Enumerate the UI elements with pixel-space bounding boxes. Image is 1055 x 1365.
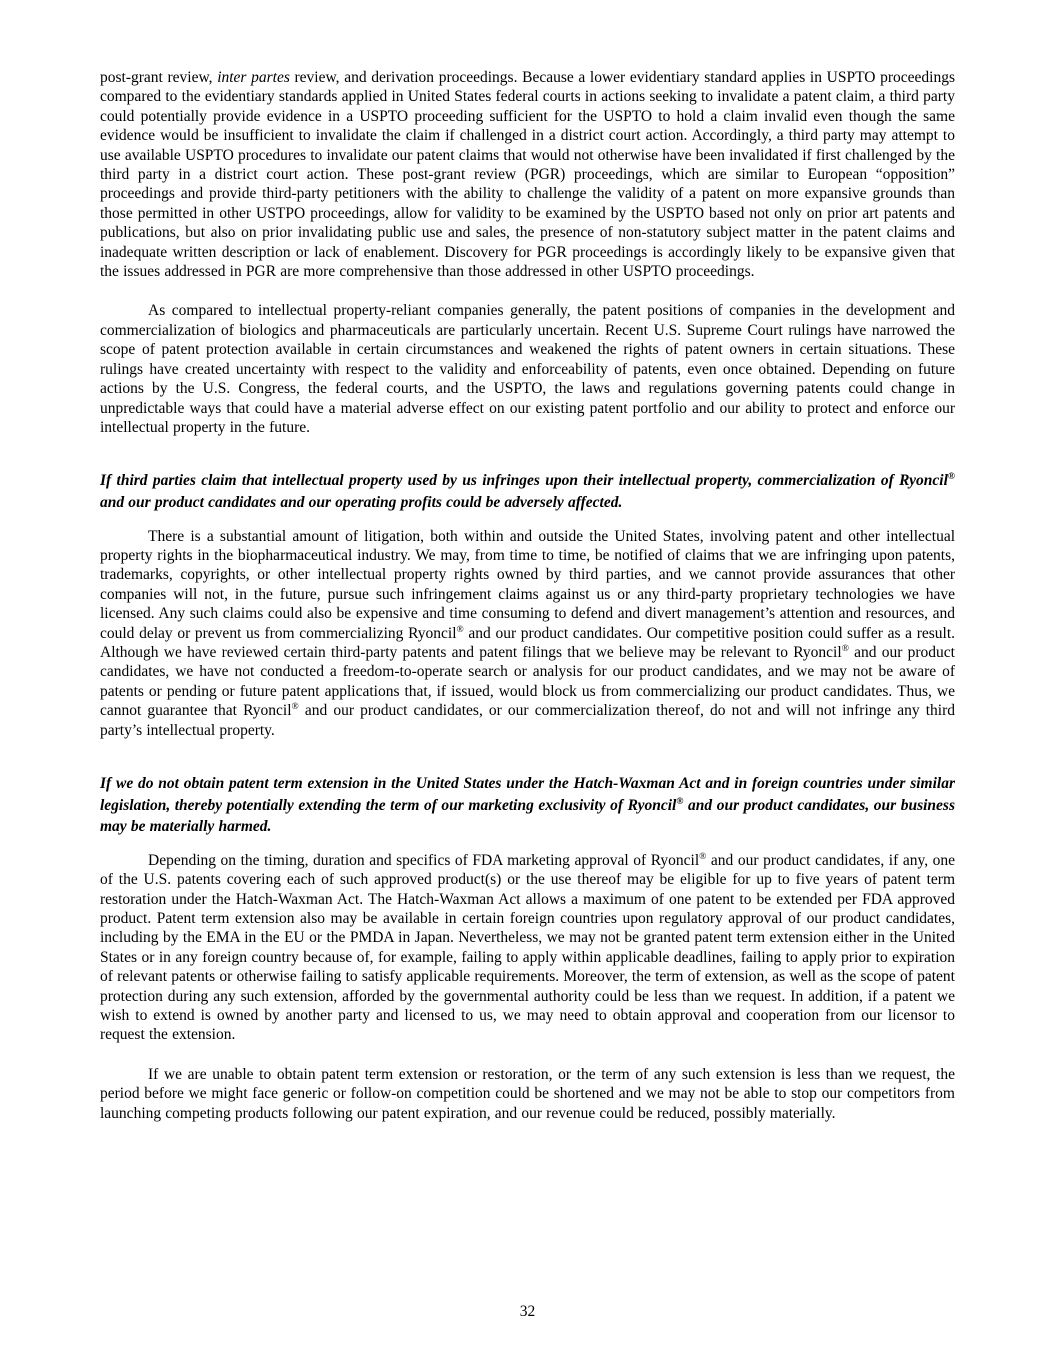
- page-number: 32: [519, 1302, 536, 1320]
- registered-trademark-sup: ®: [841, 643, 849, 654]
- registered-trademark-sup: ®: [947, 472, 955, 483]
- body-paragraph: [100, 68, 955, 281]
- registered-trademark-sup: ®: [291, 702, 299, 712]
- text-segment: As compared to intellectual property-reliant companies generally, the patent positions of companies in the development and commercialization of biologics and pharmaceuticals are particularly uncertain. Recent U.S. Supreme Court rulings have narrowed the scope of patent protection available in certain circumstances and weakened the rights of patent owners in certain situations. These rulings have created uncertainty with respect to the validity and enforceability of patents, even once obtained. Depending on future actions by the U.S. Congress, the federal courts, and the USPTO, the laws and regulations governing patents could change in unpredictable ways that could have a material adverse effect on our existing patent portfolio and our ability to protect and enforce our intellectual property in the future.: [100, 302, 955, 436]
- registered-trademark-sup: ®: [676, 796, 684, 807]
- text-segment: and our product candidates and our operating profits could be adversely affected.: [100, 493, 623, 511]
- text-segment: and our product candidates, if any, one of the U.S. patents covering each of such approved product(s) or the use thereof may be eligible for up to five years of patent term restoration under the Hatch-Waxman Act. The Hatch-Waxman Act allows a maximum of one patent to be extended per FDA approved product. Patent term extension also may be available in certain foreign countries upon regulatory approval of our product candidates, including by the EMA in the EU or the PMDA in Japan. Nevertheless, we may not be granted patent term extension either in the United States or in any foreign country because of, for example, failing to apply within applicable deadlines, failing to apply prior to expiration of relevant patents or otherwise failing to satisfy applicable requirements. Moreover, the term of extension, as well as the scope of patent protection during any such extension, afforded by the governmental authority could be less than we request. In addition, if a patent we wish to extend is owned by another party and licensed to us, we may need to obtain approval and cooperation from our licensor to request the extension.: [100, 851, 955, 1044]
- risk-factor-heading: [100, 773, 955, 838]
- text-segment: If third parties claim that intellectual property used by us infringes upon their intellectual property, commercialization of Ryoncil: [100, 472, 948, 490]
- text-segment: review, and derivation proceedings. Because a lower evidentiary standard applies in USPTO proceedings compared to the evidentiary standards applied in United States federal courts in actions seeking to invalidate a patent claim, a third party could potentially provide evidence in a USPTO proceeding sufficient for the USPTO to hold a claim invalid even though the same evidence would be insufficient to invalidate the claim if challenged in a district court action. Accordingly, a third party may attempt to use available USPTO procedures to invalidate our patent claims that would not otherwise have been invalidated if first challenged by the third party in a district court action. These post-grant review (PGR) proceedings, which are similar to European “opposition” proceedings and provide third-party petitioners with the ability to challenge the validity of a patent on more expansive grounds than those permitted in other USTPO proceedings, allow for validity to be examined by the USPTO based not only on prior art patents and publications, but also on prior invalidating public use and sales, the presence of non-statutory subject matter in the patent claims and inadequate written description or lack of enablement. Discovery for PGR proceedings is accordingly likely to be expansive given that the issues addressed in PGR are more comprehensive than those addressed in other USPTO proceedings.: [100, 69, 955, 281]
- text-segment: If we are unable to obtain patent term extension or restoration, or the term of any such extension is less than we request, the period before we might face generic or follow-on competition could be shortened and we may not be able to stop our competitors from launching competing products following our patent expiration, and our revenue could be reduced, possibly materially.: [100, 1065, 955, 1122]
- text-segment: inter partes: [217, 69, 290, 86]
- text-segment: There is a substantial amount of litigation, both within and outside the United States, involving patent and other intellectual property rights in the biopharmaceutical industry. We may, from time to time, be notified of claims that we are infringing upon patents, trademarks, copyrights, or other intellectual property rights owned by third parties, and we cannot provide assurances that other companies will not, in the future, pursue such infringement claims against us or any third-party proprietary technologies we have licensed. Any such claims could also be expensive and time consuming to defend and divert management’s attention and resources, and could delay or prevent us from commercializing Ryoncil: [100, 527, 955, 642]
- text-segment: Depending on the timing, duration and specifics of FDA marketing approval of Ryoncil: [148, 851, 700, 869]
- body-paragraph: [100, 527, 955, 740]
- text-segment: post-grant review,: [100, 69, 218, 86]
- document-body: [100, 68, 955, 1123]
- registered-trademark-sup: ®: [456, 624, 464, 635]
- risk-factor-heading: [100, 470, 955, 513]
- text-segment: and our product candidates. Our competitive position could suffer as a result. Although we have reviewed certain third-party patents and patent filings that we believe may be relevant to Ryoncil: [100, 624, 955, 661]
- registered-trademark-sup: ®: [699, 851, 707, 862]
- text-segment: If we do not obtain patent term extension in the United States under the Hatch-Waxman Act and in foreign countries under similar legislation, thereby potentially extending the term of our marketing exclusivity of Ryoncil: [100, 774, 955, 814]
- body-paragraph: [100, 1065, 955, 1123]
- page-footer: [0, 1302, 1055, 1321]
- body-paragraph: [100, 851, 955, 1045]
- text-segment: and our product candidates, or our commercialization thereof, do not and will not infringe any third party’s intellectual property.: [100, 702, 955, 739]
- body-paragraph: [100, 301, 955, 437]
- text-segment: and our product candidates, we have not conducted a freedom-to-operate search or analysis for our product candidates, and we may not be aware of patents or pending or future patent applications that, if issued, would block us from commercializing our product candidates. Thus, we cannot guarantee that Ryoncil: [100, 643, 955, 720]
- text-segment: and our product candidates, our business may be materially harmed.: [100, 796, 955, 836]
